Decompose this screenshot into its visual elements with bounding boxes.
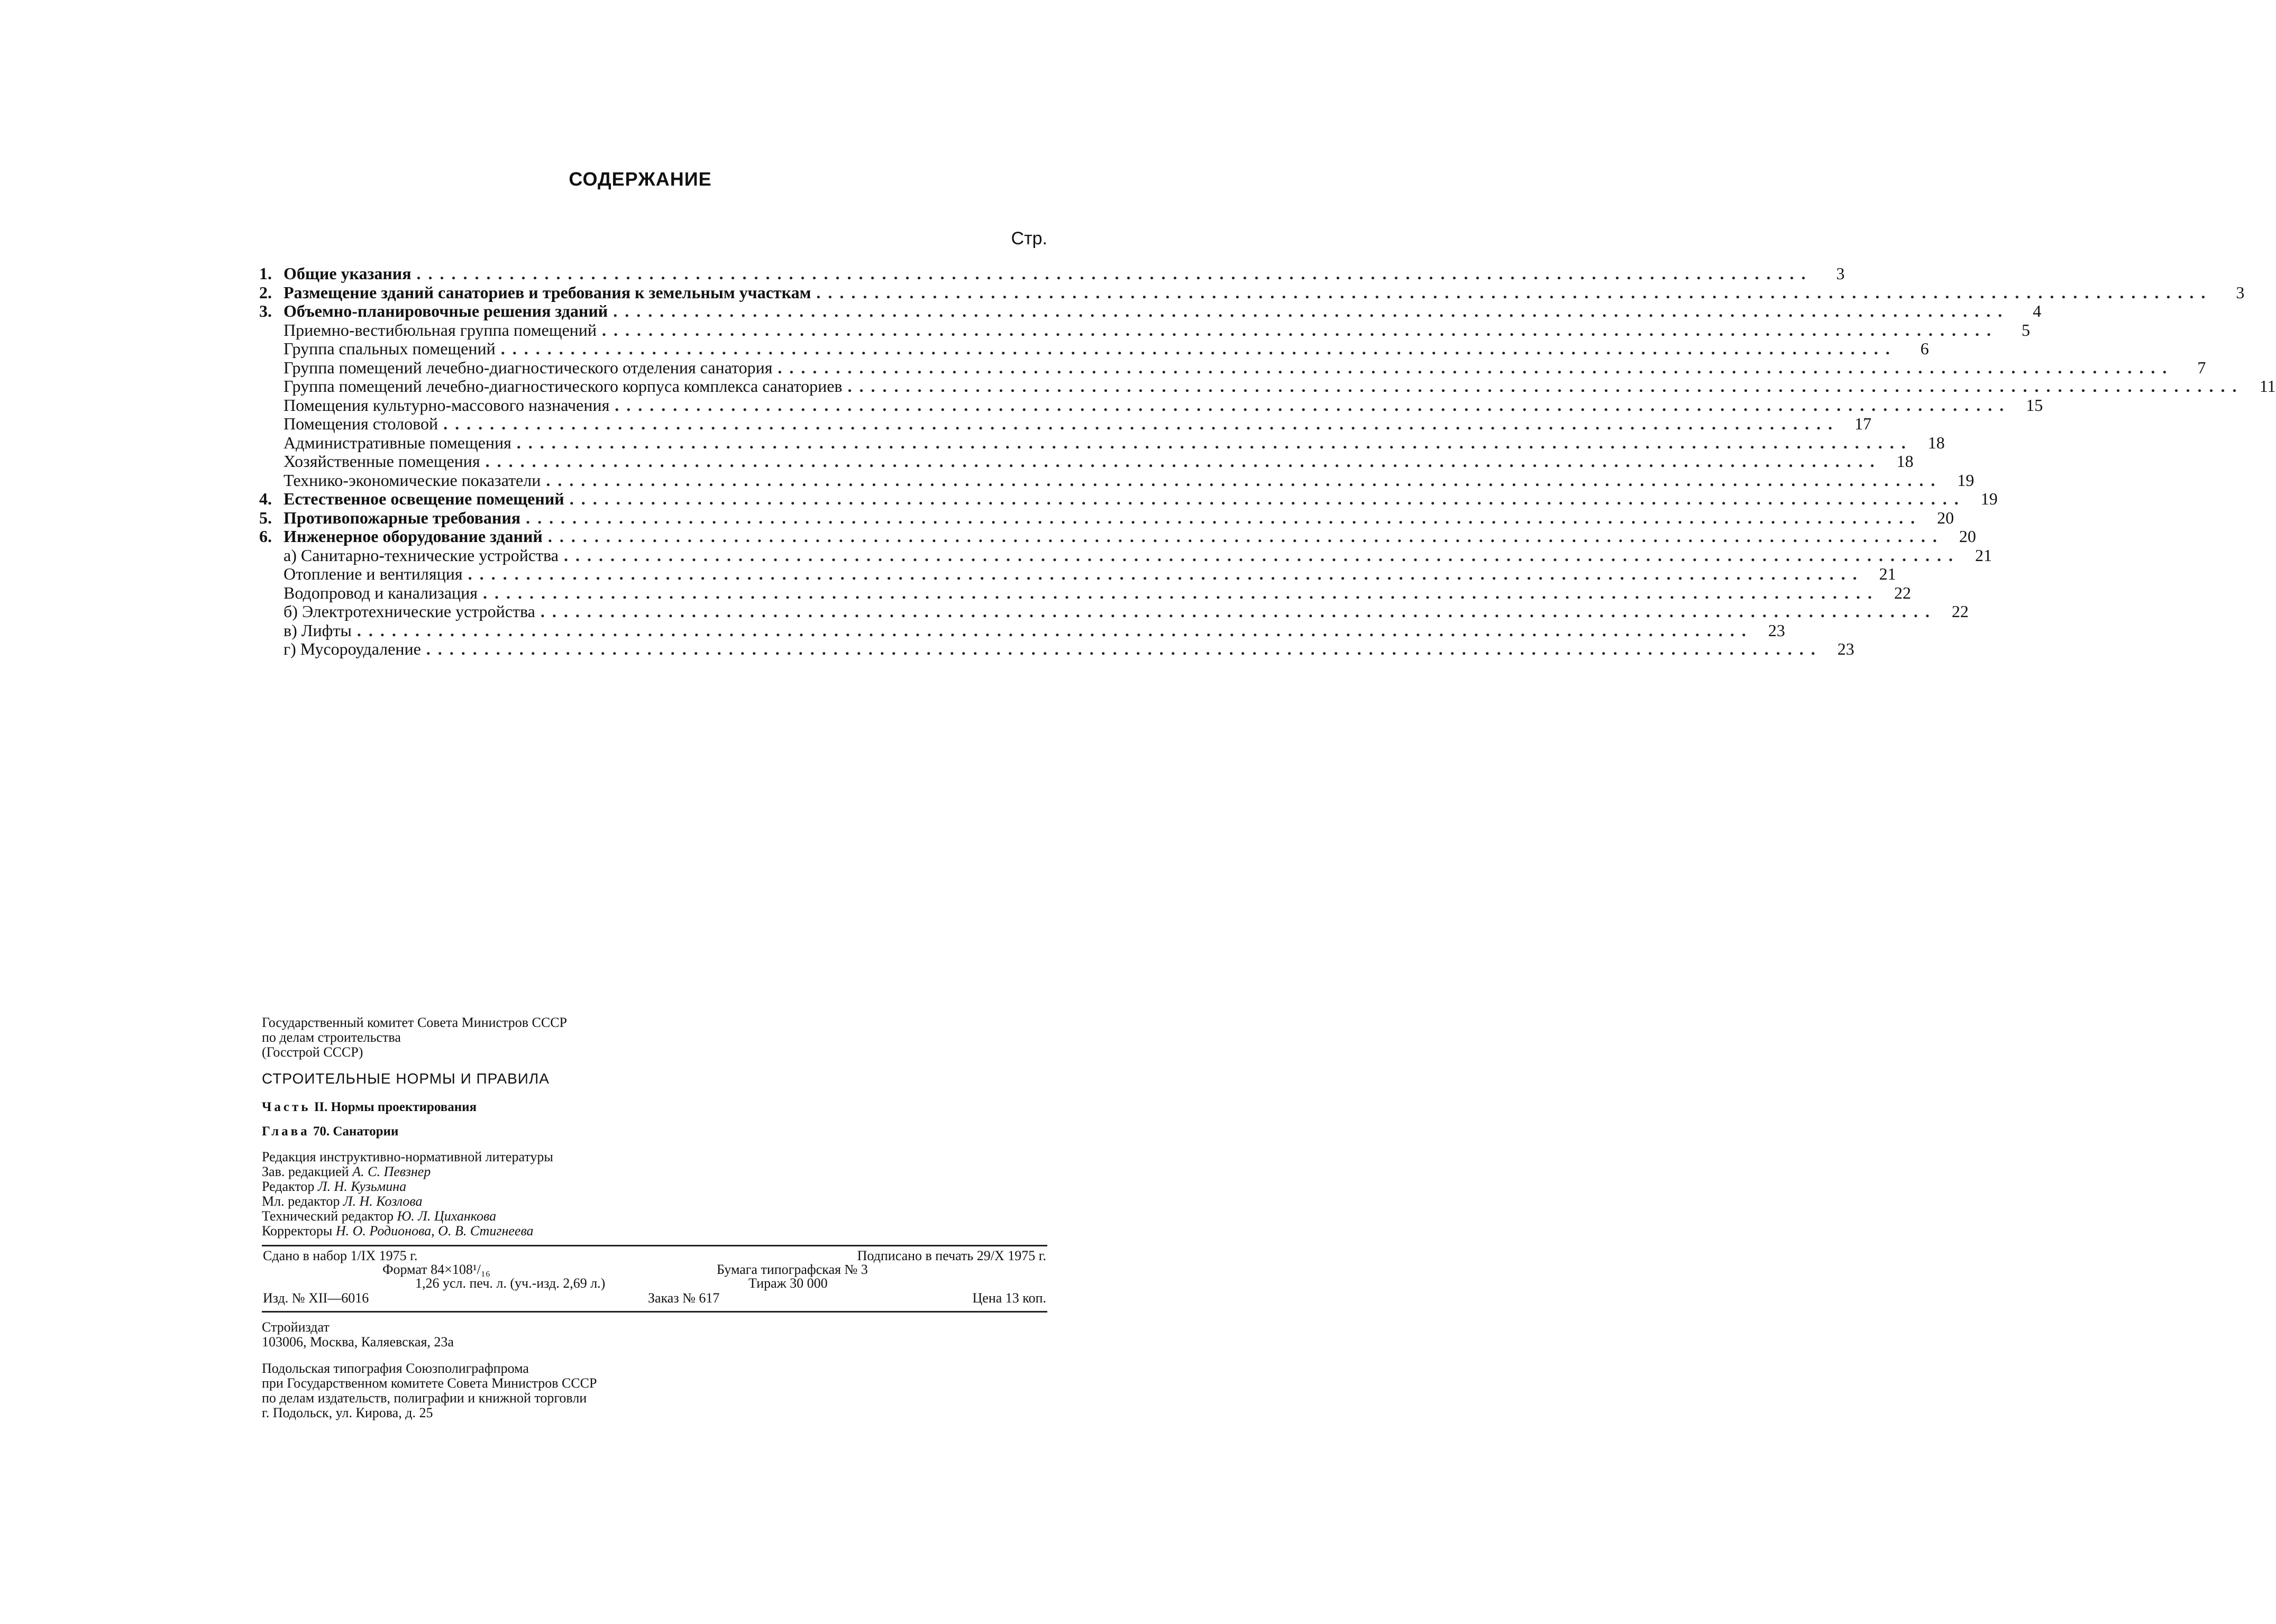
toc-leader-dots: ........................................................................................................................ <box>602 320 1999 340</box>
editor-line <box>262 1164 1055 1179</box>
toc-entry-label: Приемно-вестибюльная группа помещений <box>284 320 597 340</box>
committee-line: Государственный комитет Совета Министров СССР <box>262 1015 568 1030</box>
colophon <box>262 1015 1055 1420</box>
paper: Бумага типографская № 3 <box>717 1262 868 1277</box>
divider-rule <box>262 1311 1047 1313</box>
toc-entry-number: 4. <box>259 489 272 508</box>
publisher-block <box>262 1320 1055 1350</box>
toc-leader-dots: ........................................................................................................................ <box>615 395 2012 415</box>
toc-entry-page: 15 <box>2026 395 2043 415</box>
signed-date: Подписано в печать 29/X 1975 г. <box>857 1248 1046 1263</box>
toc-entry <box>259 545 1992 565</box>
toc-entry-page: 11 <box>2259 377 2276 396</box>
toc-entry-label: г) Мусороудаление <box>284 639 421 658</box>
toc-entry-label: Группа помещений лечебно-диагностического отделения санатория <box>284 357 773 377</box>
print-run: Тираж 30 000 <box>748 1276 828 1291</box>
editor-role: Мл. редактор <box>262 1194 343 1209</box>
toc-entry-label: Водопровод и канализация <box>284 583 478 602</box>
toc-entry-page: 21 <box>1879 564 1896 583</box>
printer-line: по делам издательств, полиграфии и книжной торговли <box>262 1390 587 1406</box>
committee-block <box>262 1015 1055 1060</box>
editor-name: Л. Н. Козлова <box>343 1194 423 1209</box>
toc-entry-page: 22 <box>1894 583 1911 602</box>
chapter-line <box>262 1124 1055 1139</box>
toc-entry <box>259 414 1872 434</box>
toc-entry <box>259 357 2206 378</box>
toc-entry <box>259 564 1896 584</box>
series-title: СТРОИТЕЛЬНЫЕ НОРМЫ И ПРАВИЛА <box>262 1070 550 1087</box>
toc-entry-page: 3 <box>1836 264 1845 283</box>
toc-entry-label: Естественное освещение помещений <box>284 489 564 508</box>
editor-line <box>262 1224 1055 1238</box>
sheets: 1,26 усл. печ. л. (уч.-изд. 2,69 л.) <box>415 1276 606 1291</box>
toc-entry-label: б) Электротехнические устройства <box>284 602 535 621</box>
toc-leader-dots: ........................................................................................................................ <box>563 545 1960 565</box>
chapter-title: 70. Санатории <box>309 1124 399 1139</box>
toc-entry <box>259 264 1845 283</box>
toc-entry-label: Инженерное оборудование зданий <box>284 527 543 546</box>
printer-line: Подольская типография Союзполиграфпрома <box>262 1361 529 1376</box>
toc-entry-page: 20 <box>1937 508 1954 527</box>
editor-line <box>262 1209 1055 1224</box>
toc-entry-page: 17 <box>1854 414 1872 433</box>
toc-leader-dots: ........................................................................................................................ <box>443 414 1840 433</box>
toc-entry-page: 18 <box>1896 452 1914 471</box>
toc-entry-label: Группа помещений лечебно-диагностического корпуса комплекса санаториев <box>284 377 843 396</box>
toc-entry-page: 19 <box>1957 470 1975 490</box>
toc-entry-label: Размещение зданий санаториев и требования к земельным участкам <box>284 282 811 302</box>
toc-entry-label: в) Лифты <box>284 620 352 640</box>
format: Формат 84×108¹/₁₆ <box>382 1262 490 1277</box>
toc-leader-dots: ........................................................................................................................ <box>546 470 1943 490</box>
toc-leader-dots: ........................................................................................................................ <box>500 339 1897 358</box>
toc-entry <box>259 433 1945 453</box>
toc-entry-label: Противопожарные требования <box>284 508 521 527</box>
toc-entry-page: 23 <box>1837 639 1854 658</box>
editor-name: Ю. Л. Циханкова <box>397 1208 497 1224</box>
toc-leader-dots: ........................................................................................................................ <box>357 620 1753 640</box>
toc-page-column-header: Стр. <box>1011 228 1047 249</box>
price: Цена 13 коп. <box>972 1290 1046 1306</box>
toc-leader-dots: ........................................................................................................................ <box>468 564 1864 583</box>
toc-entry <box>259 602 1969 621</box>
chapter-prefix: Глава <box>262 1124 310 1139</box>
toc-leader-dots: ........................................................................................................................ <box>426 639 1823 658</box>
toc-leader-dots: ........................................................................................................................ <box>526 508 1923 527</box>
part-title: II. Нормы проектирования <box>310 1100 477 1114</box>
editor-role: Технический редактор <box>262 1208 397 1224</box>
toc-entry <box>259 527 1976 546</box>
toc-leader-dots: ........................................................................................................................ <box>540 602 1937 621</box>
printer-block <box>262 1361 1055 1420</box>
editors-block <box>262 1150 1055 1238</box>
toc-entry-page: 19 <box>1980 489 1998 508</box>
committee-line: по делам строительства <box>262 1030 401 1045</box>
toc-entry <box>259 452 1914 471</box>
toc-leader-dots: ........................................................................................................................ <box>516 433 1913 452</box>
toc-entry-page: 3 <box>2236 282 2245 302</box>
toc-entry <box>259 395 2043 415</box>
printer-line: при Государственном комитете Совета Министров СССР <box>262 1375 597 1391</box>
toc-entry <box>259 320 2031 340</box>
toc-entry-page: 7 <box>2197 357 2206 377</box>
toc-entry-number: 6. <box>259 527 272 546</box>
toc-entry-number: 1. <box>259 264 272 283</box>
toc-entry-label: Административные помещения <box>284 433 511 452</box>
toc-entry-label: Помещения столовой <box>284 414 438 433</box>
toc-entry <box>259 377 2276 396</box>
toc-entry-number: 2. <box>259 282 272 302</box>
part-prefix: Часть <box>262 1100 311 1114</box>
table-of-contents <box>259 264 2276 659</box>
editor-role: Корректоры <box>262 1223 336 1238</box>
toc-leader-dots: ........................................................................................................................ <box>482 583 1879 602</box>
print-data-block <box>262 1246 1047 1310</box>
toc-entry <box>259 639 1854 659</box>
toc-entry <box>259 301 2042 321</box>
toc-leader-dots: ........................................................................................................................ <box>778 357 2174 377</box>
part-line <box>262 1100 1055 1115</box>
toc-leader-dots: ........................................................................................................................ <box>485 452 1882 471</box>
toc-leader-dots: ........................................................................................................................ <box>416 264 1813 283</box>
editor-name: Л. Н. Кузьмина <box>317 1179 407 1194</box>
toc-entry <box>259 620 1785 640</box>
editor-line <box>262 1150 1055 1164</box>
toc-entry-page: 21 <box>1975 545 1992 565</box>
editor-name: Н. О. Родионова, О. В. Стигнеева <box>335 1223 534 1238</box>
order-number: Заказ № 617 <box>648 1290 720 1306</box>
edition-number: Изд. № XII—6016 <box>263 1290 369 1306</box>
toc-leader-dots: ........................................................................................................................ <box>847 377 2244 396</box>
toc-leader-dots: ........................................................................................................................ <box>569 489 1966 508</box>
toc-entry-page: 22 <box>1951 602 1969 621</box>
editor-role: Зав. редакцией <box>262 1164 353 1179</box>
toc-entry-page: 4 <box>2033 301 2042 320</box>
submitted-date: Сдано в набор 1/IX 1975 г. <box>263 1248 418 1263</box>
publisher-line: Стройиздат <box>262 1319 330 1335</box>
editor-name: А. С. Певзнер <box>352 1164 431 1179</box>
toc-entry-page: 23 <box>1768 620 1785 640</box>
toc-entry-page: 18 <box>1927 433 1945 452</box>
toc-entry-number: 5. <box>259 508 272 527</box>
toc-entry-label: а) Санитарно-технические устройства <box>284 545 559 565</box>
editor-line <box>262 1179 1055 1194</box>
toc-entry <box>259 282 2245 302</box>
toc-entry-label: Технико-экономические показатели <box>284 470 541 490</box>
toc-entry-label: Объемно-планировочные решения зданий <box>284 301 608 320</box>
toc-entry-label: Общие указания <box>284 264 412 283</box>
editor-line <box>262 1194 1055 1209</box>
toc-entry <box>259 508 1954 528</box>
toc-entry-label: Группа спальных помещений <box>284 339 496 358</box>
toc-entry <box>259 339 1929 359</box>
committee-line: (Госстрой СССР) <box>262 1044 363 1060</box>
toc-leader-dots: ........................................................................................................................ <box>547 527 1944 546</box>
toc-entry-page: 20 <box>1959 527 1976 546</box>
toc-entry-label: Хозяйственные помещения <box>284 452 480 471</box>
publisher-line: 103006, Москва, Каляевская, 23а <box>262 1334 454 1350</box>
toc-entry-number: 3. <box>259 301 272 320</box>
toc-entry <box>259 489 1998 509</box>
toc-entry <box>259 470 1975 490</box>
editor-role: Редакция инструктивно-нормативной литературы <box>262 1149 553 1164</box>
toc-leader-dots: ........................................................................................................................ <box>816 282 2213 302</box>
toc-entry <box>259 583 1911 603</box>
printer-line: г. Подольск, ул. Кирова, д. 25 <box>262 1405 433 1420</box>
toc-entry-label: Отопление и вентиляция <box>284 564 463 583</box>
toc-leader-dots: ........................................................................................................................ <box>613 301 2010 320</box>
editor-role: Редактор <box>262 1179 318 1194</box>
toc-title: СОДЕРЖАНИЕ <box>569 168 712 190</box>
toc-entry-page: 5 <box>2022 320 2031 340</box>
toc-entry-label: Помещения культурно-массового назначения <box>284 395 610 415</box>
toc-entry-page: 6 <box>1920 339 1929 358</box>
